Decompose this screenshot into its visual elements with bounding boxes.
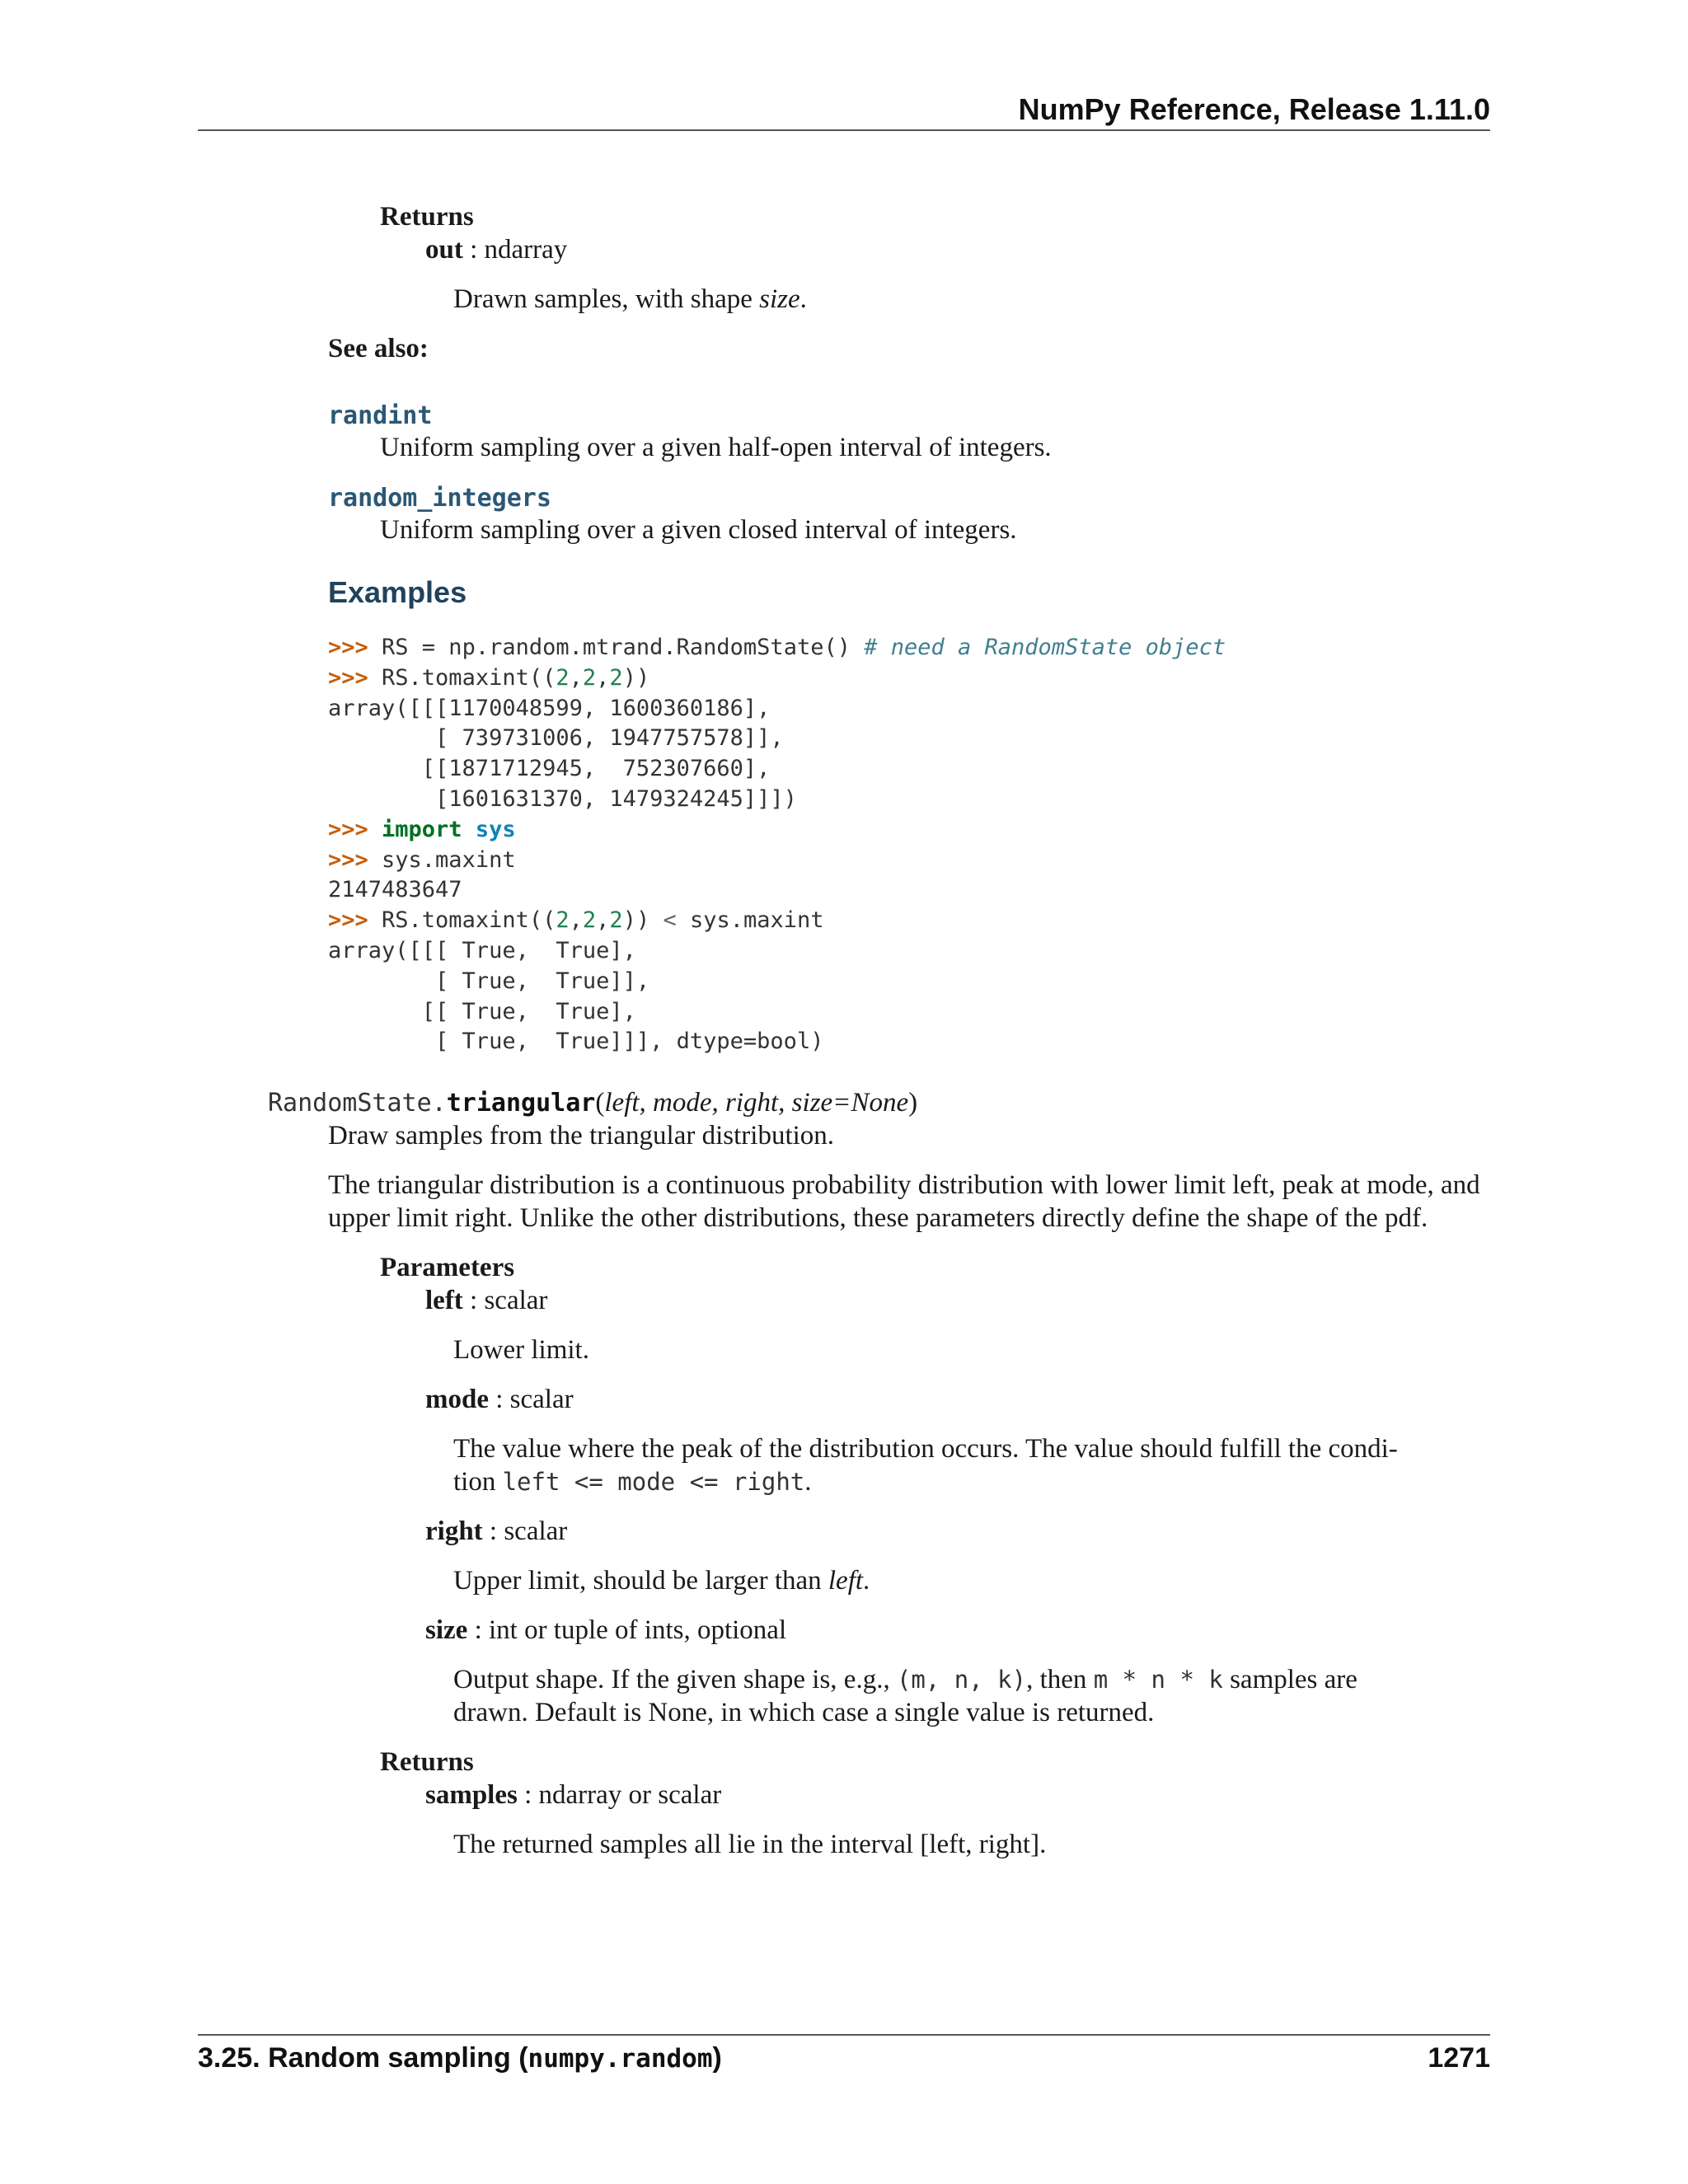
- desc-italic: left: [828, 1566, 864, 1596]
- signature-params: left, mode, right, size=None: [604, 1088, 909, 1118]
- code-comment: # need a RandomState object: [864, 635, 1226, 660]
- footer-rule: [198, 2034, 1490, 2036]
- param-type: : scalar: [462, 1286, 548, 1315]
- desc-text: , then: [1026, 1665, 1094, 1694]
- page-number: 1271: [1428, 2042, 1490, 2074]
- desc-text: tion: [453, 1467, 503, 1497]
- code-token: ,: [596, 907, 610, 934]
- description-line-2: upper limit right. Unlike the other distributions, these parameters directly define the shape of the pdf.: [328, 1203, 1428, 1233]
- desc-text-end: .: [863, 1566, 870, 1596]
- code-token: ,: [596, 664, 610, 691]
- returns-desc-2: The returned samples all lie in the interval [left, right].: [453, 1830, 1047, 1859]
- code-line: [328, 967, 1226, 997]
- signature-open-paren: (: [595, 1088, 605, 1118]
- code-line: [328, 663, 1226, 694]
- footer-section-text: 3.25. Random sampling (: [198, 2042, 528, 2074]
- returns-param: [425, 233, 567, 266]
- code-token: 2: [582, 664, 597, 691]
- code-token: [462, 817, 476, 842]
- param-type: : scalar: [482, 1516, 568, 1546]
- param-type: : ndarray: [462, 235, 568, 265]
- desc-text: Output shape. If the given shape is, e.g.,: [453, 1665, 897, 1694]
- code-line: [328, 846, 1226, 876]
- examples-heading: Examples: [328, 575, 467, 609]
- code-line: [328, 724, 1226, 754]
- description-line-1: The triangular distribution is a continuous probability distribution with lower limit left, peak at mode, and: [328, 1170, 1480, 1200]
- code-line: [328, 694, 1226, 724]
- code-token: 2: [556, 907, 570, 934]
- code-line: [328, 785, 1226, 815]
- code-line: [328, 906, 1226, 936]
- desc-text: Drawn samples, with shape: [453, 284, 760, 314]
- returns-desc: [453, 283, 807, 316]
- param-name: out: [425, 235, 463, 265]
- param-right: [425, 1515, 567, 1548]
- desc-text-end: samples are: [1222, 1665, 1357, 1694]
- param-name: left: [425, 1286, 463, 1315]
- code-token: [1601631370, 1479324245]]]): [328, 785, 797, 812]
- param-type: : scalar: [489, 1385, 574, 1414]
- code-prompt: >>>: [328, 846, 382, 873]
- signature-close-paren: ): [908, 1088, 918, 1118]
- code-block: [328, 633, 1226, 1057]
- see-also-heading: See also:: [328, 334, 429, 363]
- function-signature: [268, 1086, 917, 1120]
- function-summary: Draw samples from the triangular distribution.: [328, 1121, 835, 1151]
- code-token: [[ True, True],: [328, 998, 636, 1024]
- code-token: RS.tomaxint((: [382, 907, 556, 934]
- param-name: mode: [425, 1385, 489, 1414]
- param-type: : int or tuple of ints, optional: [467, 1615, 787, 1645]
- code-line: [328, 633, 1226, 663]
- see-also-desc-randint: Uniform sampling over a given half-open interval of integers.: [380, 433, 1052, 462]
- code-token: 2: [609, 664, 623, 691]
- code-token: array([[[ True, True],: [328, 937, 636, 963]
- code-prompt: >>>: [328, 816, 382, 842]
- running-header: NumPy Reference, Release 1.11.0: [1018, 92, 1490, 126]
- code-token: [ 739731006, 1947757578]],: [328, 725, 784, 752]
- code-token: 2: [556, 664, 570, 691]
- returns-heading: Returns: [380, 202, 474, 232]
- param-mode-desc-line-2: [453, 1465, 812, 1498]
- param-name: right: [425, 1516, 483, 1546]
- see-also-link-randint[interactable]: randint: [328, 401, 433, 430]
- footer-section-title: [198, 2042, 722, 2074]
- code-line: [328, 875, 1226, 906]
- param-left: [425, 1284, 547, 1317]
- desc-text-end: .: [799, 284, 807, 314]
- param-mode-desc-line-1: The value where the peak of the distribution occurs. The value should fulfill the condi-: [453, 1434, 1398, 1464]
- code-token: RS.tomaxint((: [382, 664, 556, 691]
- returns-param-2: [425, 1779, 721, 1811]
- code-token: ,: [569, 907, 583, 934]
- param-name: samples: [425, 1780, 518, 1810]
- see-also-link-random-integers[interactable]: random_integers: [328, 484, 551, 513]
- code-token: import: [382, 816, 462, 842]
- code-token: sys.maxint: [676, 907, 824, 934]
- inline-code: left <= mode <= right: [502, 1468, 805, 1496]
- param-right-desc: [453, 1564, 870, 1597]
- header-rule: [198, 129, 1490, 131]
- desc-italic: size: [759, 284, 800, 314]
- code-token: )): [622, 664, 650, 691]
- desc-text-end: .: [804, 1467, 812, 1497]
- code-token: )): [622, 907, 663, 934]
- param-size: [425, 1614, 786, 1647]
- param-type: : ndarray or scalar: [517, 1780, 722, 1810]
- code-line: [328, 1027, 1226, 1057]
- param-size-desc-line-2: drawn. Default is None, in which case a single value is returned.: [453, 1698, 1155, 1727]
- code-token: ,: [569, 664, 583, 691]
- inline-code: m * n * k: [1093, 1666, 1223, 1694]
- code-token: RS = np.random.mtrand.RandomState(): [382, 635, 865, 660]
- desc-text: Upper limit, should be larger than: [453, 1566, 828, 1596]
- param-size-desc-line-1: [453, 1663, 1357, 1696]
- code-token: [[1871712945, 752307660],: [328, 756, 771, 782]
- code-prompt: >>>: [328, 664, 382, 691]
- code-token: array([[[1170048599, 1600360186],: [328, 695, 771, 721]
- returns-heading-2: Returns: [380, 1747, 474, 1777]
- see-also-desc-random-integers: Uniform sampling over a given closed interval of integers.: [380, 515, 1017, 545]
- code-prompt: >>>: [328, 635, 382, 660]
- code-line: [328, 936, 1226, 967]
- param-mode: [425, 1383, 574, 1416]
- code-token: sys: [475, 816, 516, 842]
- code-token: 2: [609, 907, 623, 934]
- code-line: [328, 815, 1226, 846]
- param-name: size: [425, 1615, 468, 1645]
- code-token: sys.maxint: [382, 846, 516, 873]
- code-token: 2: [582, 907, 597, 934]
- param-left-desc: Lower limit.: [453, 1335, 589, 1365]
- parameters-heading: Parameters: [380, 1253, 515, 1282]
- code-token: <: [663, 907, 677, 934]
- code-prompt: >>>: [328, 907, 382, 934]
- code-line: [328, 754, 1226, 785]
- code-line: [328, 997, 1226, 1028]
- inline-code: (m, n, k): [896, 1666, 1027, 1694]
- code-token: 2147483647: [328, 877, 462, 903]
- code-token: [ True, True]]], dtype=bool): [328, 1029, 824, 1055]
- footer-section-close: ): [712, 2042, 722, 2074]
- footer-section-code: numpy.random: [528, 2044, 713, 2074]
- code-token: [ True, True]],: [328, 968, 650, 994]
- signature-class-prefix: RandomState.: [268, 1089, 447, 1118]
- signature-function-name: triangular: [446, 1089, 596, 1118]
